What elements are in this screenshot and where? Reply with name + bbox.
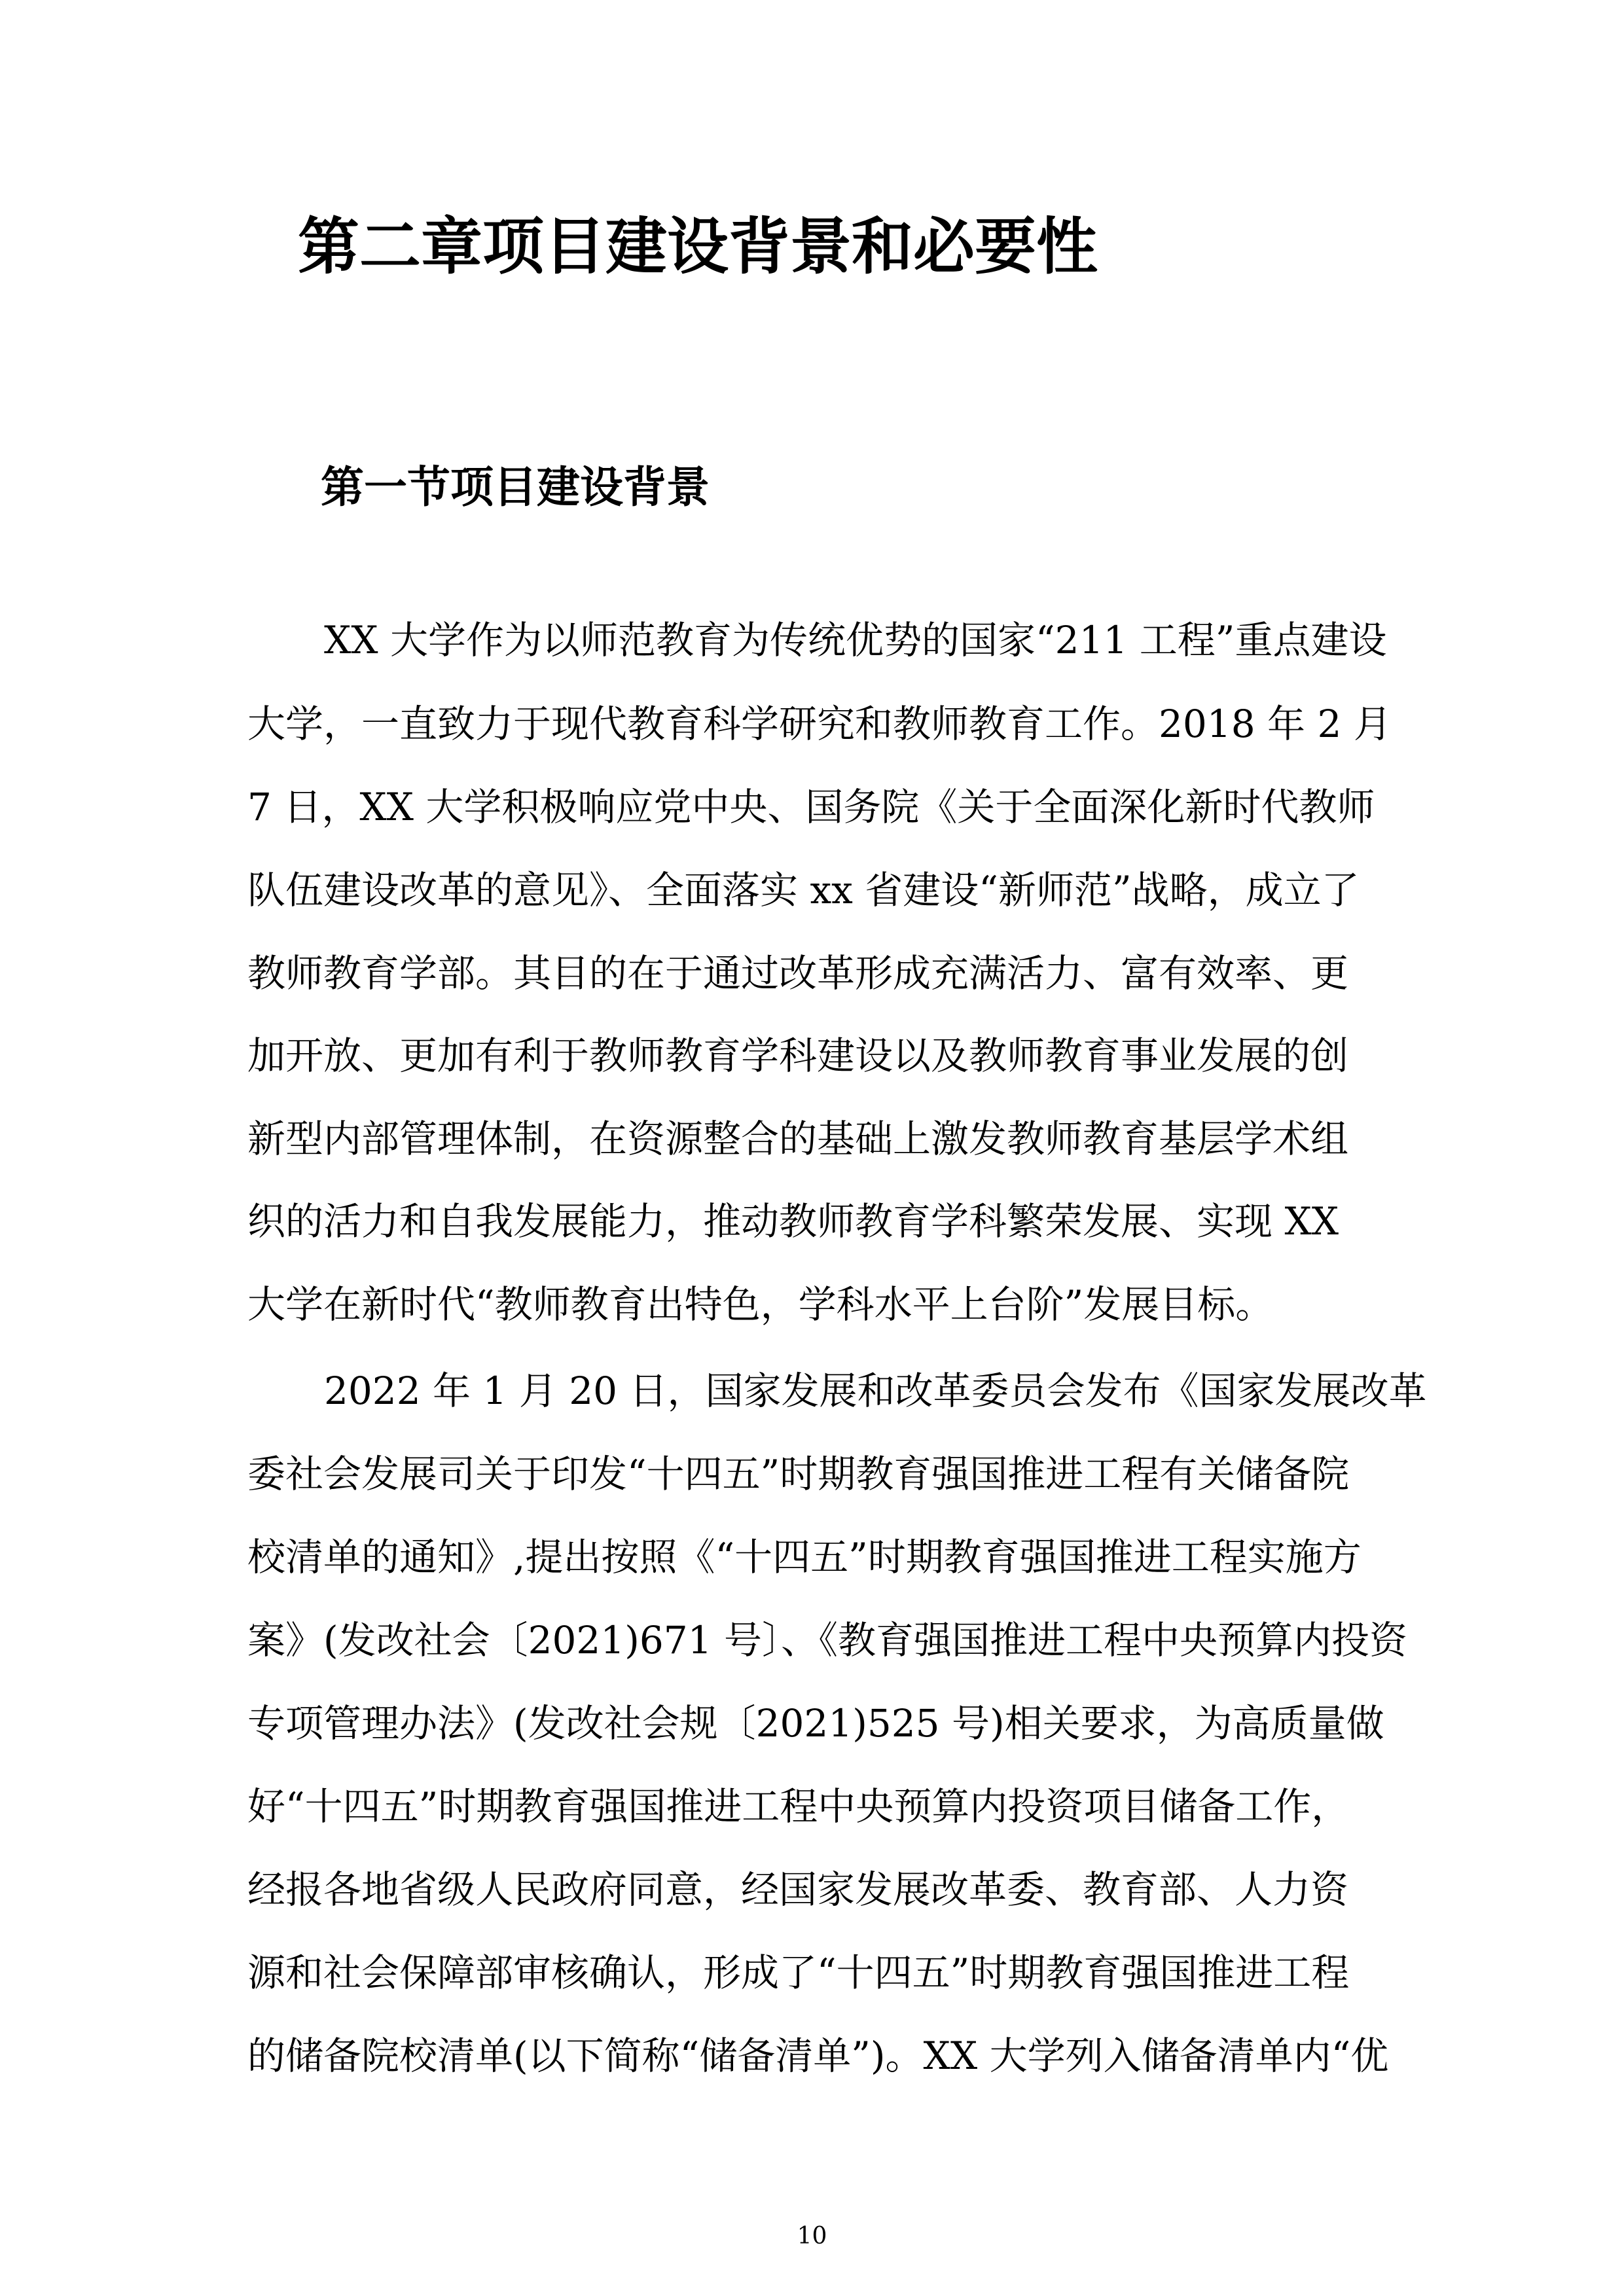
text-line: 案》(发改社会〔2021)671 号〕、《教育强国推进工程中央预算内投资 [247, 1618, 1408, 1662]
text-line: 织的活力和自我发展能力，推动教师教育学科繁荣发展、实现 XX [247, 1199, 1339, 1244]
text-line: 教师教育学部。其目的在于通过改革形成充满活力、富有效率、更 [247, 951, 1349, 996]
text-line: 好“十四五”时期教育强国推进工程中央预算内投资项目储备工作， [247, 1784, 1350, 1829]
chapter-title: 第二章项目建设背景和必要性 [298, 211, 1098, 283]
section-title: 第一节项目建设背景 [321, 462, 710, 512]
text-line: 7 日，XX 大学积极响应党中央、国务院《关于全面深化新时代教师 [247, 785, 1375, 829]
text-line: 的储备院校清单(以下简称“储备清单”)。XX 大学列入储备清单内“优 [247, 2034, 1389, 2078]
text-line: 委社会发展司关于印发“十四五”时期教育强国推进工程有关储备院 [247, 1452, 1350, 1496]
text-line: 2022 年 1 月 20 日，国家发展和改革委员会发布《国家发展改革 [324, 1369, 1427, 1413]
text-line: XX 大学作为以师范教育为传统优势的国家“211 工程”重点建设 [324, 618, 1387, 662]
page-number: 10 [797, 2223, 827, 2250]
text-line: 大学，一直致力于现代教育科学研究和教师教育工作。2018 年 2 月 [247, 702, 1392, 746]
text-line: 专项管理办法》(发改社会规〔2021)525 号)相关要求，为高质量做 [247, 1701, 1384, 1746]
text-line: 校清单的通知》,提出按照《“十四五”时期教育强国推进工程实施方 [247, 1535, 1362, 1579]
text-line: 经报各地省级人民政府同意，经国家发展改革委、教育部、人力资 [247, 1867, 1349, 1912]
text-line: 队伍建设改革的意见》、全面落实 xx 省建设“新师范”战略，成立了 [247, 868, 1360, 912]
text-line: 源和社会保障部审核确认，形成了“十四五”时期教育强国推进工程 [247, 1950, 1350, 1995]
text-line: 新型内部管理体制，在资源整合的基础上激发教师教育基层学术组 [247, 1117, 1349, 1161]
text-line: 大学在新时代“教师教育出特色，学科水平上台阶”发展目标。 [247, 1282, 1274, 1327]
text-line: 加开放、更加有利于教师教育学科建设以及教师教育事业发展的创 [247, 1033, 1349, 1078]
